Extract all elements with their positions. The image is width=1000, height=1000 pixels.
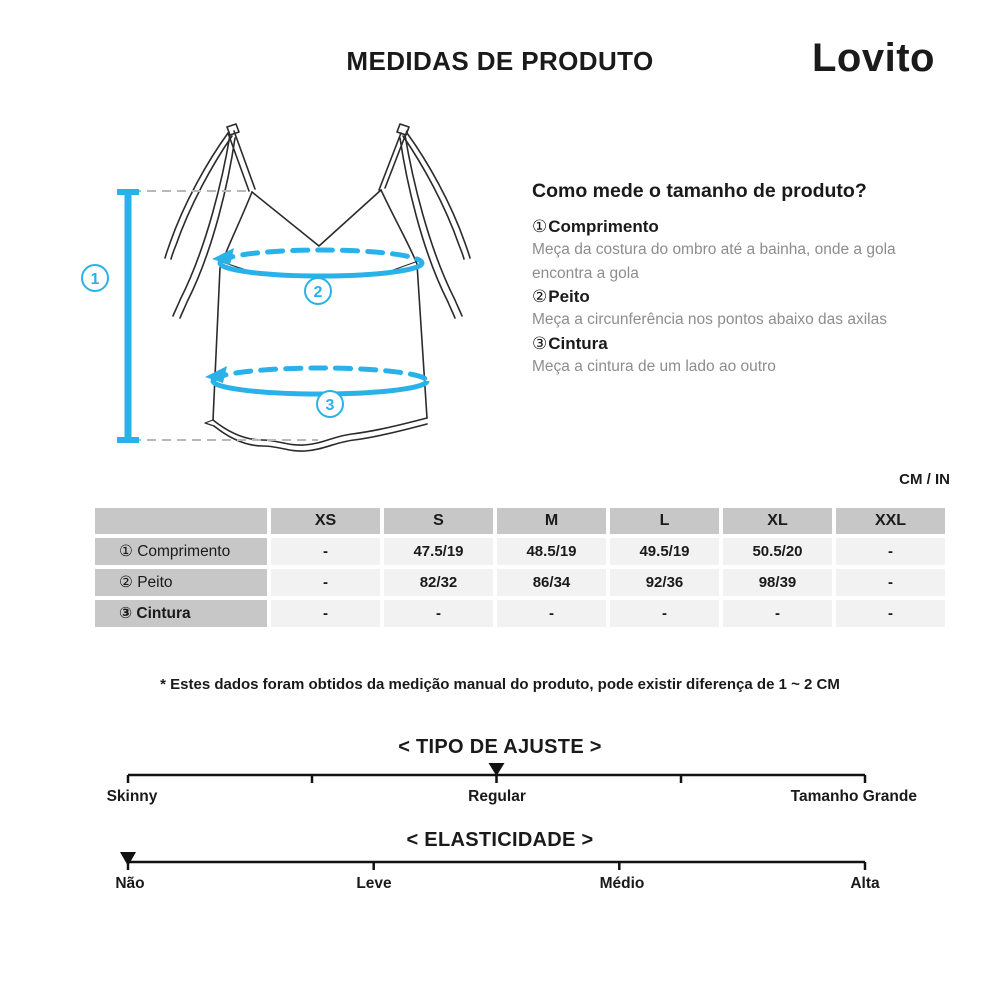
instruction-item (532, 332, 932, 379)
cell-value: 50.5/20 (723, 538, 832, 565)
instruction-name (532, 332, 932, 355)
instruction-name-text: Peito (548, 287, 590, 306)
unit-label: CM / IN (899, 471, 950, 488)
instruction-name-text: Cintura (548, 333, 608, 353)
cell-value: 92/36 (610, 569, 719, 596)
mark-2: 2 (313, 284, 323, 301)
col-header-xs: XS (271, 508, 380, 534)
cell-value: - (723, 600, 832, 627)
elasticity-label-medio: Médio (599, 875, 645, 892)
cell-value: 98/39 (723, 569, 832, 596)
cell-value: - (271, 600, 380, 627)
circled-number-3: ③ (532, 333, 548, 353)
elasticity-label-alta: Alta (850, 875, 880, 892)
elasticity-title: < ELASTICIDADE > (406, 829, 594, 851)
cell-value: 49.5/19 (610, 538, 719, 565)
size-table-header-row (95, 508, 945, 534)
fit-type-scale (113, 763, 917, 785)
elasticity-label-nao: Não (115, 875, 145, 892)
cell-value: - (497, 600, 606, 627)
elasticity-scale (113, 850, 917, 872)
measure-instructions (532, 180, 932, 378)
col-header-m: M (497, 508, 606, 534)
instruction-desc: Meça a cintura de um lado ao outro (532, 357, 776, 375)
cell-value: - (610, 600, 719, 627)
table-row-peito (95, 569, 945, 596)
instruction-desc: Meça a circunferência nos pontos abaixo das axilas (532, 311, 887, 328)
elasticity-label-leve: Leve (356, 875, 392, 892)
instruction-name-text: Comprimento (548, 217, 659, 236)
garment-measure-diagram (55, 105, 525, 465)
instruction-name (532, 215, 932, 238)
cell-value: - (384, 600, 493, 627)
guide-dashed-lines (132, 191, 318, 440)
col-header-l: L (610, 508, 719, 534)
cell-value: - (836, 600, 945, 627)
fit-type-title: < TIPO DE AJUSTE > (398, 736, 602, 758)
instruction-name (532, 285, 932, 308)
instruction-desc: Meça da costura do ombro até a bainha, onde a gola encontra a gola (532, 241, 896, 282)
table-row-cintura (95, 600, 945, 627)
circled-number-2: ② (532, 287, 548, 306)
fit-label-skinny: Skinny (106, 788, 158, 805)
elasticity-marker (120, 852, 136, 866)
table-row-comprimento (95, 538, 945, 565)
fit-type-labels (0, 788, 1000, 808)
page-title: MEDIDAS DE PRODUTO (346, 46, 654, 76)
cell-value: 82/32 (384, 569, 493, 596)
waist-measure-ellipse (205, 366, 427, 394)
instructions-title: Como mede o tamanho de produto? (532, 180, 867, 202)
chest-arrowhead (212, 248, 234, 265)
instruction-item (532, 285, 932, 332)
measurement-disclaimer: * Estes dados foram obtidos da medição manual do produto, pode existir diferença de 1 ~ 2 CM (160, 676, 840, 693)
col-header-xl: XL (723, 508, 832, 534)
cell-value: - (271, 538, 380, 565)
chest-measure-ellipse (212, 248, 422, 276)
row-label-comprimento: ① Comprimento (95, 538, 267, 565)
circled-number-1: ① (532, 217, 548, 236)
size-table (91, 504, 949, 631)
cell-value: - (836, 569, 945, 596)
col-header-xxl: XXL (836, 508, 945, 534)
cell-value: 86/34 (497, 569, 606, 596)
col-header-s: S (384, 508, 493, 534)
corner-cell (95, 508, 267, 534)
row-label-peito: ② Peito (95, 569, 267, 596)
cell-value: 47.5/19 (384, 538, 493, 565)
cell-value: - (836, 538, 945, 565)
cell-value: 48.5/19 (497, 538, 606, 565)
mark-1: 1 (90, 271, 100, 288)
cell-value: - (271, 569, 380, 596)
row-label-cintura: ③ Cintura (95, 600, 267, 627)
length-measure-line (117, 192, 139, 440)
elasticity-labels (0, 875, 1000, 895)
mark-3: 3 (325, 397, 335, 414)
brand-logo: Lovito (812, 36, 935, 80)
fit-label-regular: Regular (468, 788, 526, 805)
instruction-item (532, 215, 932, 285)
fit-label-tamanho-grande: Tamanho Grande (790, 788, 917, 805)
